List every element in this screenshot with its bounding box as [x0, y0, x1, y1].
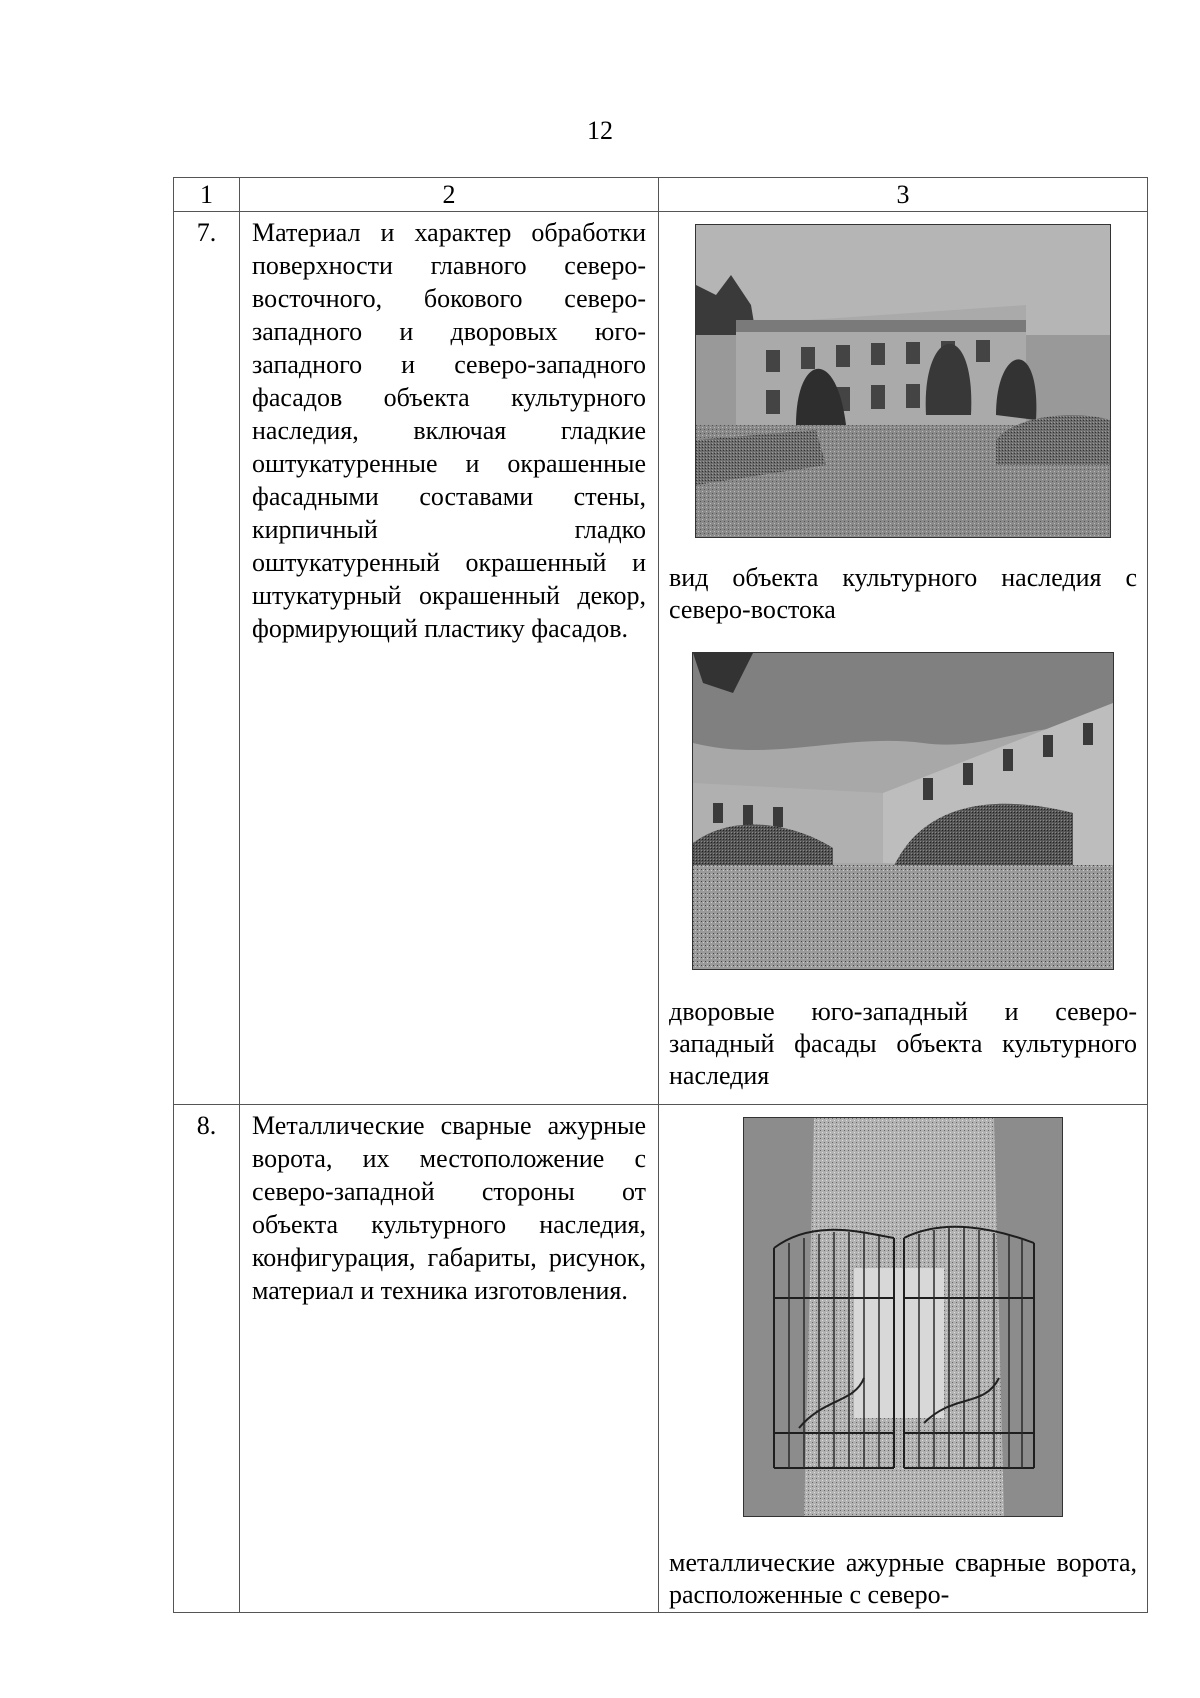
photo-caption: вид объекта культурного наследия с северо-востока [669, 563, 1137, 624]
feature-description: Металлические сварные ажурные ворота, их местоположение с северо-западной стороны от объекта культурного наследия, конфигурация, габариты, рисунок, материал и техника изготовления. [240, 1105, 659, 1613]
monument-features-table [173, 177, 1148, 1613]
photo-cell [659, 1105, 1148, 1613]
photo-cell [659, 212, 1148, 1105]
photo-courtyard-facades [692, 652, 1114, 970]
table-row [174, 212, 1148, 1105]
table-row [174, 1105, 1148, 1613]
column-header-1: 1 [174, 178, 240, 212]
photo-metal-gates [743, 1117, 1063, 1517]
table-header-row [174, 178, 1148, 212]
photo-caption: металлические ажурные сварные ворота, расположенные с северо- [669, 1548, 1137, 1609]
column-header-2: 2 [240, 178, 659, 212]
column-header-3: 3 [659, 178, 1148, 212]
page-number: 12 [587, 116, 613, 145]
photo-caption: дворовые юго-западный и северо-западный фасады объекта культурного наследия [669, 997, 1137, 1090]
row-number: 8. [174, 1105, 240, 1613]
feature-description: Материал и характер обработки поверхности главного северо-восточного, бокового северо-западного и дворовых юго-западного и северо-западного фасадов объекта культурного наследия, включая гладкие оштукатуренные и окрашенные фасадными составами стены, кирпичный гладко оштукатуренный окрашенный и штукатурный окрашенный декор, формирующий пластику фасадов. [240, 212, 659, 1105]
row-number: 7. [174, 212, 240, 1105]
photo-northeast-view [695, 224, 1111, 538]
